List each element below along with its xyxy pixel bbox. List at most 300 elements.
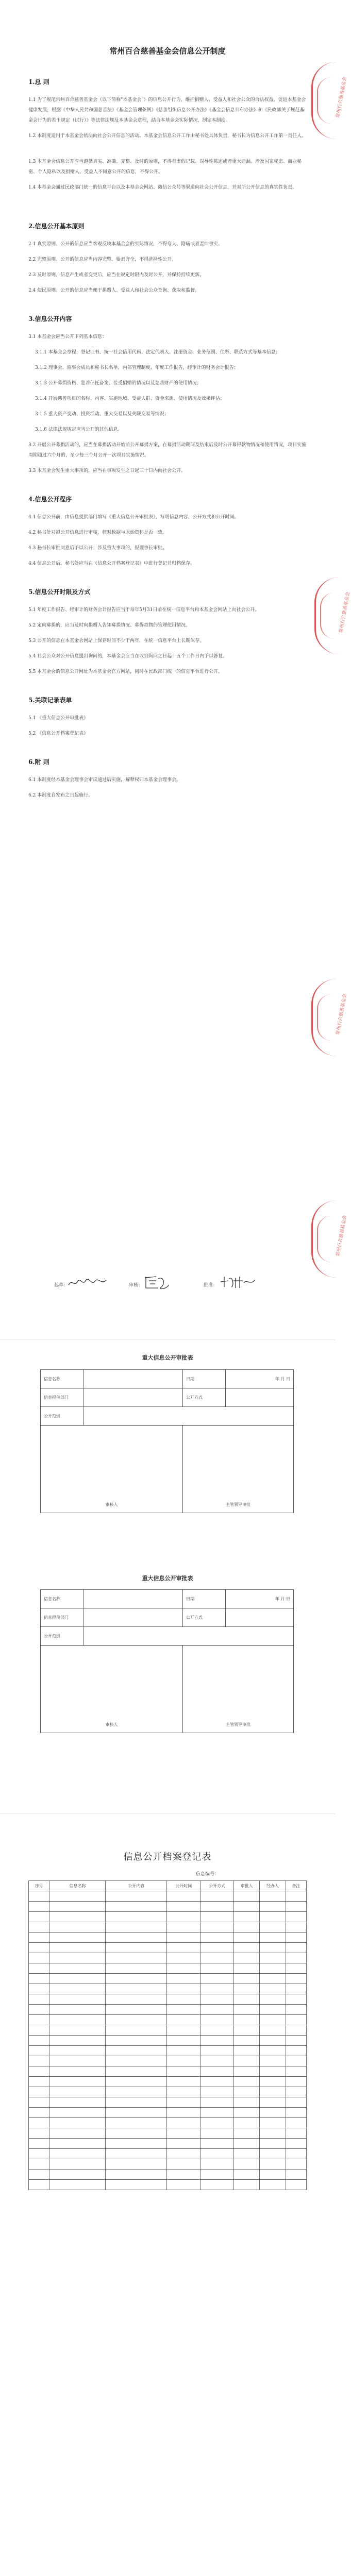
register-cell xyxy=(200,2056,234,2066)
register-cell xyxy=(286,2097,306,2108)
register-cell xyxy=(200,2159,234,2170)
register-row xyxy=(29,2128,307,2139)
scope-label: 公开范围 xyxy=(41,1407,83,1426)
register-row xyxy=(29,2180,307,2190)
section-paragraph: 6.1 本制度经本基金会理事会审议通过后实施，解释权归本基金会理事会。 xyxy=(28,777,181,783)
section-heading: 5.关联记录表单 xyxy=(28,697,72,704)
dept-label: 信息提供部门 xyxy=(41,1608,83,1627)
register-cell xyxy=(234,2025,260,2036)
disclosure-approval-form-2 xyxy=(40,1589,294,1733)
register-cell xyxy=(106,2097,167,2108)
date-cell: 年 月 日 xyxy=(226,1370,294,1388)
register-cell xyxy=(286,1922,306,1933)
register-row xyxy=(29,1953,307,1963)
section-paragraph: 3.2 开展公开募捐活动的，应当在募捐活动开始前公开募捐方案，在募捐活动期间及结束后及时公开募得款物情况和使用情况，项目实施周期超过六个月的，至少每三个月公开一次项目实施情况。 xyxy=(28,443,307,458)
register-cell xyxy=(29,2066,49,2077)
register-row xyxy=(29,1943,307,1953)
register-cell xyxy=(260,2170,286,2180)
register-cell xyxy=(286,2108,306,2118)
register-cell xyxy=(260,2036,286,2046)
method-label: 公开方式 xyxy=(183,1388,226,1407)
register-cell xyxy=(200,1891,234,1902)
register-cell xyxy=(234,1984,260,1994)
section-paragraph: 2.2 完整原则。公开的信息应当内容完整、要素齐全，不得选择性公开。 xyxy=(28,257,177,262)
register-cell xyxy=(260,2077,286,2087)
register-cell xyxy=(260,1912,286,1922)
register-cell xyxy=(106,1912,167,1922)
register-cell xyxy=(260,2056,286,2066)
register-cell xyxy=(234,2139,260,2149)
reviewed-by-label: 审核： xyxy=(129,1283,143,1288)
register-cell xyxy=(234,1902,260,1912)
register-cell xyxy=(106,2170,167,2180)
section-paragraph: 5.4 社会公众对公开信息提出询问的，本基金会应当在收到询问之日起十五个工作日内予以答复。 xyxy=(28,654,228,659)
register-cell xyxy=(260,1974,286,1984)
register-row xyxy=(29,2118,307,2128)
scope-cell xyxy=(83,1407,294,1426)
register-cell xyxy=(200,2087,234,2097)
approved-signature xyxy=(219,1275,256,1289)
register-cell xyxy=(260,2149,286,2159)
register-cell xyxy=(286,2087,306,2097)
section-heading: 4.信息公开程序 xyxy=(28,496,72,503)
register-cell xyxy=(49,2056,106,2066)
register-cell xyxy=(200,2077,234,2087)
register-cell xyxy=(286,1963,306,1974)
register-cell xyxy=(200,2036,234,2046)
register-cell xyxy=(200,1963,234,1974)
register-cell xyxy=(106,2025,167,2036)
register-cell xyxy=(167,1943,200,1953)
register-cell xyxy=(106,2036,167,2046)
register-cell xyxy=(260,1902,286,1912)
form-title-2: 重大信息公开审批表 xyxy=(142,1575,193,1582)
drafted-by-label: 起草： xyxy=(54,1283,69,1288)
section-heading: 3.信息公开内容 xyxy=(28,315,72,323)
register-cell xyxy=(286,2118,306,2128)
register-cell xyxy=(49,2139,106,2149)
register-cell xyxy=(49,2128,106,2139)
document-title: 常州百合慈善基金会信息公开制度 xyxy=(109,46,226,56)
register-cell xyxy=(29,1943,49,1953)
register-row xyxy=(29,1963,307,1974)
method-cell xyxy=(226,1608,294,1627)
info-name-cell xyxy=(83,1590,183,1608)
dept-cell xyxy=(83,1388,183,1407)
register-cell xyxy=(286,2025,306,2036)
section-paragraph: 4.4 信息公开后，秘书处应当在《信息公开档案登记表》中进行登记并归档保存。 xyxy=(28,561,195,566)
register-cell xyxy=(286,1953,306,1963)
register-cell xyxy=(49,1963,106,1974)
register-column-header: 序号 xyxy=(29,1881,49,1891)
register-cell xyxy=(49,1943,106,1953)
register-cell xyxy=(200,2128,234,2139)
register-cell xyxy=(200,2046,234,2056)
section-heading: 2.信息公开基本原则 xyxy=(28,223,85,230)
register-cell xyxy=(260,2087,286,2097)
register-cell xyxy=(29,1891,49,1902)
seal-stamp xyxy=(311,1200,348,1278)
register-cell xyxy=(286,2139,306,2149)
register-cell xyxy=(260,1933,286,1943)
section-heading: 1.总 则 xyxy=(28,78,49,86)
disclosure-register-table xyxy=(28,1880,307,2190)
register-cell xyxy=(167,2118,200,2128)
register-cell xyxy=(29,1933,49,1943)
register-cell xyxy=(286,1994,306,2005)
register-cell xyxy=(260,2066,286,2077)
register-cell xyxy=(29,2015,49,2025)
register-cell xyxy=(167,2108,200,2118)
reviewer-cell: 审核人 xyxy=(41,1646,183,1733)
register-cell xyxy=(260,2025,286,2036)
register-cell xyxy=(167,1984,200,1994)
register-cell xyxy=(29,2005,49,2015)
register-cell xyxy=(167,2015,200,2025)
register-column-header: 公开时间 xyxy=(167,1881,200,1891)
register-cell xyxy=(167,2036,200,2046)
seal-stamp-text: 常州百合慈善基金会 xyxy=(336,76,348,118)
register-cell xyxy=(167,1902,200,1912)
info-name-label: 信息名称 xyxy=(41,1370,83,1388)
register-cell xyxy=(234,1933,260,1943)
section-paragraph: 3.3 本基金会发生重大事项的，应当在事项发生之日起三十日内向社会公开。 xyxy=(28,468,186,473)
form-title-1: 重大信息公开审批表 xyxy=(142,1354,193,1361)
register-cell xyxy=(49,1891,106,1902)
register-cell xyxy=(106,1943,167,1953)
register-cell xyxy=(106,1922,167,1933)
register-cell xyxy=(106,2066,167,2077)
register-cell xyxy=(200,1994,234,2005)
register-row xyxy=(29,2025,307,2036)
register-cell xyxy=(260,2046,286,2056)
register-row xyxy=(29,1912,307,1922)
register-row xyxy=(29,2108,307,2118)
register-cell xyxy=(106,1953,167,1963)
dept-cell xyxy=(83,1608,183,1627)
method-label: 公开方式 xyxy=(183,1608,226,1627)
register-row xyxy=(29,2066,307,2077)
section-paragraph: 4.2 秘书处对拟公开信息进行审核，核对数据与原始资料是否一致。 xyxy=(28,530,168,535)
register-cell xyxy=(106,2149,167,2159)
section-paragraph: 3.1.2 理事会、监事会成员和秘书长名单，内部管理制度，年度工作报告，经审计的财务会计报告； xyxy=(35,365,239,370)
register-cell xyxy=(286,2036,306,2046)
register-cell xyxy=(106,1994,167,2005)
register-row xyxy=(29,2005,307,2015)
register-cell xyxy=(29,2139,49,2149)
register-cell xyxy=(286,2046,306,2056)
register-cell xyxy=(234,1891,260,1902)
section-paragraph: 3.1.6 法律法规规定应当公开的其他信息。 xyxy=(35,427,123,432)
register-row xyxy=(29,2159,307,2170)
register-cell xyxy=(167,2087,200,2097)
section-paragraph: 5.5 本基金会的信息公开网址为本基金会官方网站，同时在民政部门统一的信息平台进行公开。 xyxy=(28,669,223,674)
register-cell xyxy=(49,2036,106,2046)
register-cell xyxy=(167,2056,200,2066)
section-paragraph: 4.3 秘书长审批同意后予以公开；涉及重大事项的，报理事长审批。 xyxy=(28,546,168,551)
register-cell xyxy=(49,2046,106,2056)
register-cell xyxy=(286,2159,306,2170)
section-paragraph: 1.2 本制度适用于本基金会依法向社会公开信息的活动。本基金会信息公开工作由秘书处具体负责，秘书长为信息公开工作第一责任人。 xyxy=(28,133,307,139)
register-cell xyxy=(167,2170,200,2180)
register-cell xyxy=(29,2056,49,2066)
section-paragraph: 5.2 《信息公开档案登记表》 xyxy=(28,731,89,736)
register-cell xyxy=(234,2056,260,2066)
register-cell xyxy=(167,2149,200,2159)
register-cell xyxy=(49,1994,106,2005)
section-heading: 5.信息公开时限及方式 xyxy=(28,588,91,596)
register-cell xyxy=(167,2046,200,2056)
register-cell xyxy=(167,1912,200,1922)
register-cell xyxy=(49,2159,106,2170)
register-cell xyxy=(260,2139,286,2149)
register-cell xyxy=(200,1902,234,1912)
register-cell xyxy=(106,2046,167,2056)
register-cell xyxy=(29,2108,49,2118)
register-cell xyxy=(167,1994,200,2005)
register-cell xyxy=(29,2077,49,2087)
register-cell xyxy=(29,2149,49,2159)
register-cell xyxy=(234,2005,260,2015)
scope-cell xyxy=(83,1627,294,1646)
register-cell xyxy=(260,2118,286,2128)
dept-label: 信息提供部门 xyxy=(41,1388,83,1407)
register-cell xyxy=(29,1994,49,2005)
register-cell xyxy=(286,2066,306,2077)
register-cell xyxy=(49,1984,106,1994)
register-cell xyxy=(260,1953,286,1963)
approved-by-label: 批准： xyxy=(204,1283,218,1288)
register-title: 信息公开档案登记表 xyxy=(123,1852,212,1862)
register-cell xyxy=(29,2128,49,2139)
register-cell xyxy=(286,1902,306,1912)
register-cell xyxy=(167,2159,200,2170)
method-cell xyxy=(226,1388,294,1407)
register-cell xyxy=(167,2066,200,2077)
register-cell xyxy=(49,1922,106,1933)
section-paragraph: 2.4 便民原则。公开的信息应当便于捐赠人、受益人和社会公众查询、获取和监督。 xyxy=(28,288,200,293)
register-cell xyxy=(260,1994,286,2005)
date-cell: 年 月 日 xyxy=(226,1590,294,1608)
section-paragraph: 1.4 本基金会通过民政部门统一的信息平台以及本基金会网站、微信公众号等渠道向社会公开信息，并对所公开信息的真实性负责。 xyxy=(28,185,297,190)
info-name-cell xyxy=(83,1370,183,1388)
register-cell xyxy=(29,2118,49,2128)
register-cell xyxy=(106,2180,167,2190)
section-paragraph: 4.1 信息公开前，由信息提供部门填写《重大信息公开审批表》，写明信息内容、公开方式和公开时间。 xyxy=(28,515,239,520)
seal-stamp xyxy=(311,62,348,139)
register-cell xyxy=(200,1943,234,1953)
register-cell xyxy=(200,2025,234,2036)
register-cell xyxy=(234,2118,260,2128)
register-cell xyxy=(167,1891,200,1902)
register-cell xyxy=(234,2036,260,2046)
register-cell xyxy=(200,2149,234,2159)
register-cell xyxy=(260,2005,286,2015)
register-cell xyxy=(286,1891,306,1902)
section-paragraph: 2.1 真实原则。公开的信息应当客观反映本基金会的实际情况，不得夸大、隐瞒或者歪曲事实。 xyxy=(28,242,223,247)
register-column-header: 备注 xyxy=(286,1881,306,1891)
register-cell xyxy=(29,1963,49,1974)
register-cell xyxy=(200,1912,234,1922)
register-cell xyxy=(234,2015,260,2025)
register-cell xyxy=(49,1912,106,1922)
approver-cell: 主管领导审批 xyxy=(183,1426,294,1513)
register-row xyxy=(29,2139,307,2149)
register-cell xyxy=(106,2077,167,2087)
register-cell xyxy=(286,2077,306,2087)
register-cell xyxy=(167,1922,200,1933)
register-cell xyxy=(29,1912,49,1922)
register-cell xyxy=(260,1963,286,1974)
disclosure-approval-form-1 xyxy=(40,1369,294,1513)
section-paragraph: 5.2 定向募捐的，应当及时向捐赠人告知募捐情况、募得款物的管理使用情况。 xyxy=(28,623,191,628)
register-cell xyxy=(234,2087,260,2097)
register-cell xyxy=(286,1912,306,1922)
register-column-header: 经办人 xyxy=(260,1881,286,1891)
register-cell xyxy=(260,1922,286,1933)
section-paragraph: 5.1 《重大信息公开审批表》 xyxy=(28,716,89,721)
register-column-header: 公开内容 xyxy=(106,1881,167,1891)
register-cell xyxy=(106,1984,167,1994)
section-paragraph: 1.3 本基金会信息公开应当遵循真实、准确、完整、及时的原则，不得有虚假记载、误导性陈述或者重大遗漏。涉及国家秘密、商业秘密、个人隐私以及捐赠人、受益人不同意公开的信息，不得公开。 xyxy=(28,159,302,175)
register-row xyxy=(29,2087,307,2097)
seal-stamp-text: 常州百合慈善基金会 xyxy=(336,993,348,1036)
register-row xyxy=(29,2077,307,2087)
info-name-label: 信息名称 xyxy=(41,1590,83,1608)
register-cell xyxy=(167,2005,200,2015)
register-cell xyxy=(29,2046,49,2056)
register-cell xyxy=(260,2108,286,2118)
register-row xyxy=(29,2149,307,2159)
register-cell xyxy=(286,1943,306,1953)
register-cell xyxy=(29,2159,49,2170)
register-row xyxy=(29,1922,307,1933)
register-cell xyxy=(286,1933,306,1943)
register-cell xyxy=(106,2108,167,2118)
register-cell xyxy=(234,1963,260,1974)
register-row xyxy=(29,1902,307,1912)
register-cell xyxy=(49,2066,106,2077)
seal-stamp xyxy=(314,577,351,654)
register-column-header: 信息名称 xyxy=(49,1881,106,1891)
register-cell xyxy=(167,2128,200,2139)
register-cell xyxy=(200,2097,234,2108)
register-cell xyxy=(260,1984,286,1994)
register-row xyxy=(29,2056,307,2066)
register-cell xyxy=(234,1943,260,1953)
register-cell xyxy=(234,2046,260,2056)
register-cell xyxy=(167,2025,200,2036)
register-cell xyxy=(200,1953,234,1963)
register-cell xyxy=(200,2180,234,2190)
section-heading: 6.附 则 xyxy=(28,758,49,766)
register-cell xyxy=(49,1933,106,1943)
register-cell xyxy=(286,2056,306,2066)
drafted-signature xyxy=(67,1277,108,1289)
register-cell xyxy=(106,2159,167,2170)
register-cell xyxy=(167,1933,200,1943)
section-paragraph: 3.1 本基金会应当公开下列基本信息： xyxy=(28,334,107,340)
register-cell xyxy=(29,1984,49,1994)
register-cell xyxy=(49,2118,106,2128)
register-cell xyxy=(106,2005,167,2015)
scope-label: 公开范围 xyxy=(41,1627,83,1646)
register-cell xyxy=(106,1891,167,1902)
register-cell xyxy=(167,1953,200,1963)
register-cell xyxy=(29,2180,49,2190)
register-column-header: 审批人 xyxy=(234,1881,260,1891)
register-cell xyxy=(49,2180,106,2190)
register-cell xyxy=(29,1922,49,1933)
seal-stamp-text: 常州百合慈善基金会 xyxy=(339,591,351,634)
register-cell xyxy=(49,2097,106,2108)
register-row xyxy=(29,2097,307,2108)
register-cell xyxy=(167,2097,200,2108)
register-cell xyxy=(260,2159,286,2170)
seal-stamp-text: 常州百合慈善基金会 xyxy=(336,1214,348,1257)
register-cell xyxy=(234,1994,260,2005)
register-cell xyxy=(200,2015,234,2025)
seal-stamp xyxy=(311,979,348,1056)
register-cell xyxy=(106,2139,167,2149)
register-cell xyxy=(200,1922,234,1933)
register-cell xyxy=(49,2015,106,2025)
register-cell xyxy=(260,1943,286,1953)
register-cell xyxy=(260,2015,286,2025)
register-cell xyxy=(49,2108,106,2118)
register-cell xyxy=(260,2180,286,2190)
register-cell xyxy=(106,2056,167,2066)
register-cell xyxy=(234,2128,260,2139)
register-cell xyxy=(200,2005,234,2015)
register-cell xyxy=(200,1984,234,1994)
reviewed-signature xyxy=(143,1274,170,1291)
section-paragraph: 2.3 及时原则。信息产生或者变更后，应当在规定时限内及时公开，并保持持续更新。 xyxy=(28,273,205,278)
register-cell xyxy=(49,2077,106,2087)
register-cell xyxy=(29,2036,49,2046)
register-cell xyxy=(200,2108,234,2118)
register-row xyxy=(29,2046,307,2056)
register-cell xyxy=(49,1974,106,1984)
register-cell xyxy=(106,1974,167,1984)
register-cell xyxy=(49,1902,106,1912)
section-paragraph: 3.1.4 开展慈善项目的名称、内容、实施地域、受益人群、资金来源、使用情况及效果评估； xyxy=(35,396,225,401)
register-cell xyxy=(234,2077,260,2087)
register-cell xyxy=(200,1974,234,1984)
reviewer-cell: 审核人 xyxy=(41,1426,183,1513)
register-cell xyxy=(106,2118,167,2128)
register-cell xyxy=(49,2005,106,2015)
register-cell xyxy=(106,2015,167,2025)
register-cell xyxy=(234,2149,260,2159)
register-cell xyxy=(234,1953,260,1963)
register-row xyxy=(29,1984,307,1994)
register-column-header: 公开方式 xyxy=(200,1881,234,1891)
register-cell xyxy=(167,2180,200,2190)
section-paragraph: 6.2 本制度自发布之日起施行。 xyxy=(28,793,93,798)
register-cell xyxy=(286,2180,306,2190)
register-cell xyxy=(200,2118,234,2128)
register-cell xyxy=(234,2108,260,2118)
date-label: 日期 xyxy=(183,1370,226,1388)
register-cell xyxy=(167,1963,200,1974)
register-row xyxy=(29,1933,307,1943)
register-cell xyxy=(29,2087,49,2097)
register-cell xyxy=(234,2066,260,2077)
register-cell xyxy=(234,2097,260,2108)
register-row xyxy=(29,1891,307,1902)
register-cell xyxy=(286,2128,306,2139)
